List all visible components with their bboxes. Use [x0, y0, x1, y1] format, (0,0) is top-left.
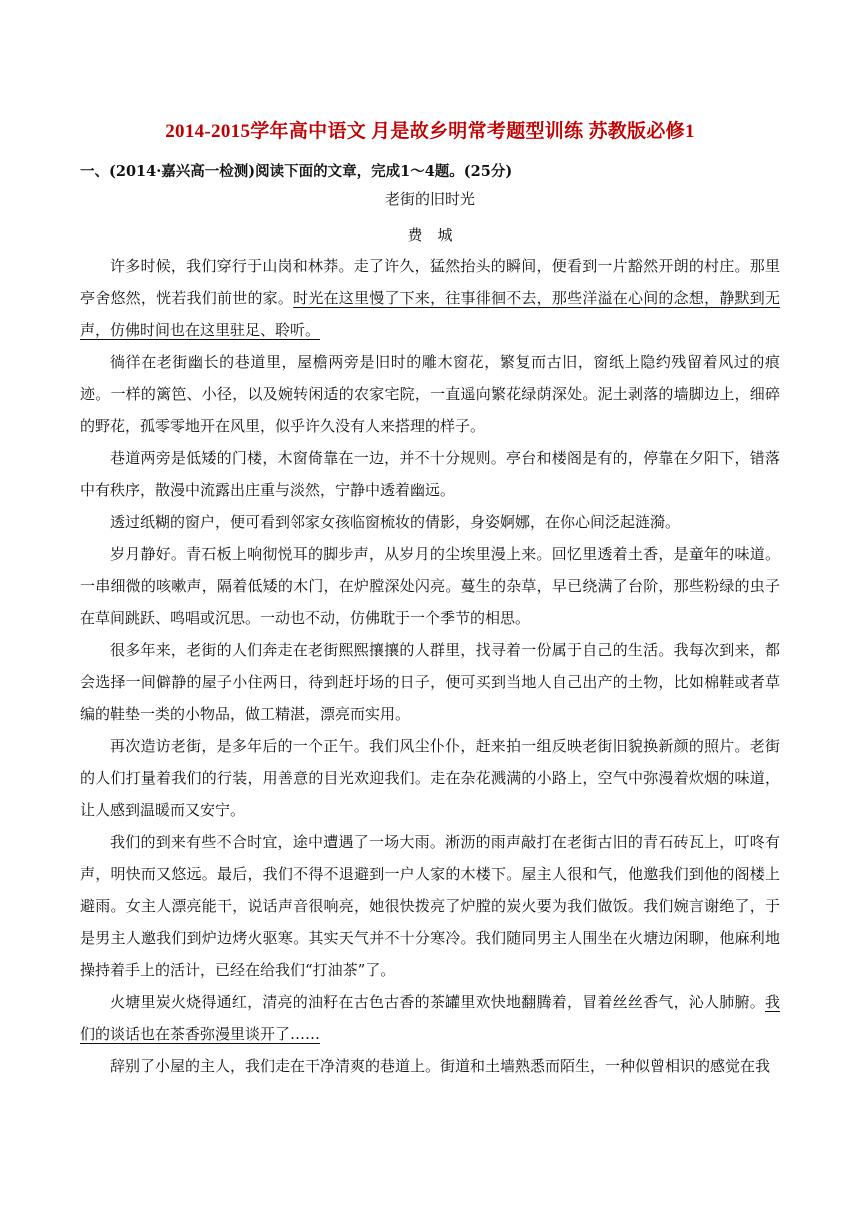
paragraph: 岁月静好。青石板上响彻悦耳的脚步声，从岁月的尘埃里漫上来。回忆里透着土香，是童年的味道。一串细微的咳嗽声，隔着低矮的木门，在炉膛深处闪亮。蔓生的杂草，早已绕满了台阶，那些粉绿的虫子在草间跳跃、鸣唱或沉思。一动也不动，仿佛耽于一个季节的相思。	[80, 545, 780, 627]
paragraph: 透过纸糊的窗户，便可看到邻家女孩临窗梳妆的倩影，身姿婀娜，在你心间泛起涟漪。	[110, 513, 681, 531]
paragraph: 徜徉在老街幽长的巷道里，屋檐两旁是旧时的雕木窗花，繁复而古旧，窗纸上隐约残留着风过的痕迹。一样的篱笆、小径，以及婉转闲适的农家宅院，一直遥向繁花绿荫深处。泥土剥落的墙脚边上，细碎的野花，孤零零地开在风里，似乎许久没有人来搭理的样子。	[80, 353, 780, 435]
paragraph: 巷道两旁是低矮的门楼，木窗倚靠在一边，并不十分规则。亭台和楼阁是有的，停靠在夕阳下，错落中有秩序，散漫中流露出庄重与淡然，宁静中透着幽远。	[80, 449, 780, 499]
article-body	[80, 250, 780, 1082]
question-heading: 一、(2014·嘉兴高一检测)阅读下面的文章，完成1～4题。(25分)	[80, 163, 513, 180]
article-title: 老街的旧时光	[384, 190, 475, 208]
paragraph: 再次造访老街，是多年后的一个正午。我们风尘仆仆，赶来拍一组反映老街旧貌换新颜的照片。老街的人们打量着我们的行装，用善意的目光欢迎我们。走在杂花溅满的小路上，空气中弥漫着炊烟的味道，让人感到温暖而又安宁。	[80, 737, 780, 819]
paragraph: 辞别了小屋的主人，我们走在干净清爽的巷道上。街道和土墙熟悉而陌生，一种似曾相识的感觉在我	[110, 1057, 771, 1075]
paragraph: 我们的到来有些不合时宜，途中遭遇了一场大雨。淅沥的雨声敲打在老街古旧的青石砖瓦上，叮咚有声，明快而又悠远。最后，我们不得不退避到一户人家的木楼下。屋主人很和气，他邀我们到他的阁楼上避雨。女主人漂亮能干，说话声音很响亮，她很快拨亮了炉膛的炭火要为我们做饭。我们婉言谢绝了，于是男主人邀我们到炉边烤火驱寒。其实天气并不十分寒冷。我们随同男主人围坐在火塘边闲聊，他麻利地操持着手上的活计，已经在给我们“打油茶”了。	[80, 833, 780, 979]
article-author: 费 城	[407, 226, 453, 244]
paragraph: 很多年来，老街的人们奔走在老街熙熙攘攘的人群里，找寻着一份属于自己的生活。我每次到来，都会选择一间僻静的屋子小住两日，待到赶圩场的日子，便可买到当地人自己出产的土物，比如棉鞋或者草编的鞋垫一类的小物品，做工精湛，漂亮而实用。	[80, 641, 780, 723]
paragraph: 火塘里炭火烧得通红，清亮的油籽在古色古香的茶罐里欢快地翻腾着，冒着丝丝香气，沁人肺腑。我们的谈话也在茶香弥漫里谈开了……	[80, 993, 780, 1043]
underlined-sentence: 我们的谈话也在茶香弥漫里谈开了……	[80, 993, 780, 1043]
paragraph: 许多时候，我们穿行于山岗和林莽。走了许久，猛然抬头的瞬间，便看到一片豁然开朗的村庄。那里亭舍悠然，恍若我们前世的家。时光在这里慢了下来，往事徘徊不去，那些洋溢在心间的念想，静默到无声，仿佛时间也在这里驻足、聆听。	[80, 257, 780, 339]
document-title: 2014-2015学年高中语文 月是故乡明常考题型训练 苏教版必修1	[165, 121, 695, 142]
underlined-sentence: 时光在这里慢了下来，往事徘徊不去，那些洋溢在心间的念想，静默到无声，仿佛时间也在这里驻足、聆听。	[80, 289, 780, 339]
